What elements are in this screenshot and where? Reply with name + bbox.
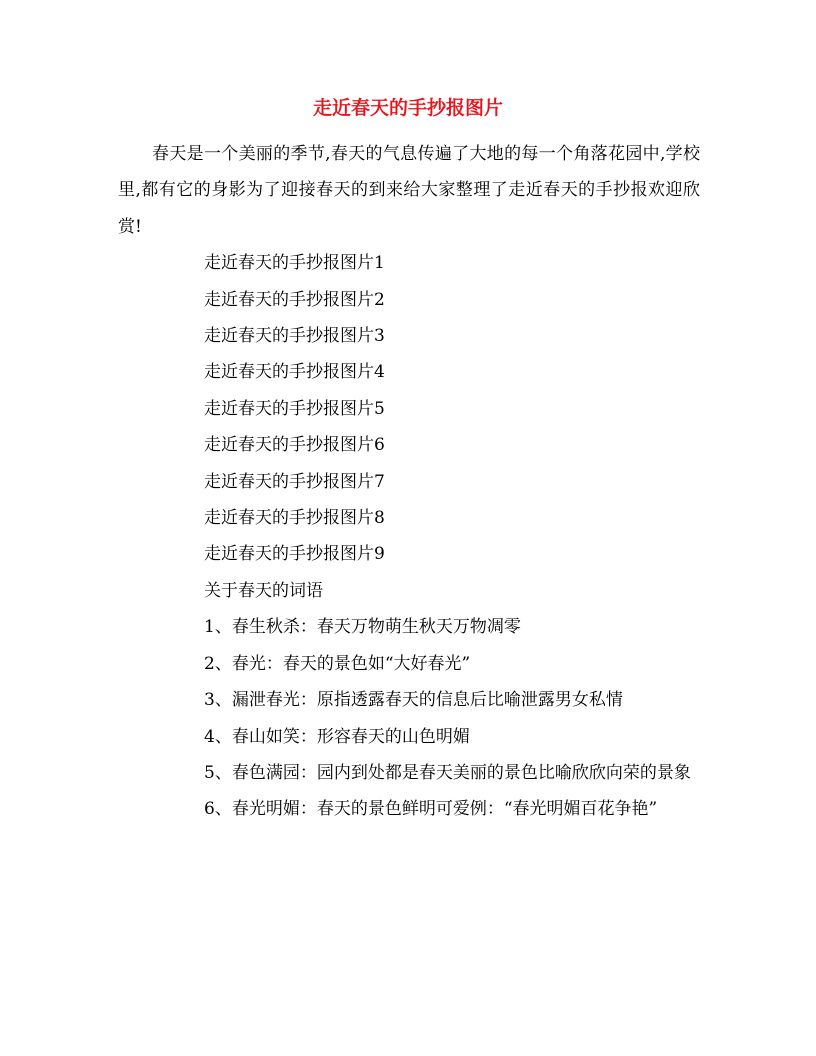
word-item: 5、春色满园：园内到处都是春天美丽的景色比喻欣欣向荣的景象 [204,762,691,783]
intro-paragraph: 春天是一个美丽的季节,春天的气息传遍了大地的每一个角落花园中,学校里,都有它的身影为了迎接春天的到来给大家整理了走近春天的手抄报欢迎欣赏! [118,144,700,237]
word-item: 4、春山如笑：形容春天的山色明媚 [204,726,470,747]
picture-item: 走近春天的手抄报图片7 [204,471,385,492]
word-item: 3、漏泄春光：原指透露春天的信息后比喻泄露男女私情 [204,690,623,711]
document-title: 走近春天的手抄报图片 [312,97,503,119]
words-heading: 关于春天的词语 [204,580,323,601]
picture-item: 走近春天的手抄报图片5 [204,398,385,419]
picture-item: 走近春天的手抄报图片8 [204,508,385,529]
picture-item: 走近春天的手抄报图片4 [204,362,385,383]
document-body [118,136,700,828]
picture-item: 走近春天的手抄报图片2 [204,289,385,310]
word-item: 2、春光：春天的景色如“大好春光” [204,653,471,674]
picture-item: 走近春天的手抄报图片1 [204,253,385,274]
word-item: 6、春光明媚：春天的景色鲜明可爱例：“春光明媚百花争艳” [204,799,658,820]
picture-item: 走近春天的手抄报图片3 [204,326,385,347]
picture-item: 走近春天的手抄报图片6 [204,435,385,456]
picture-item: 走近春天的手抄报图片9 [204,544,385,565]
word-item: 1、春生秋杀：春天万物萌生秋天万物凋零 [204,617,521,638]
